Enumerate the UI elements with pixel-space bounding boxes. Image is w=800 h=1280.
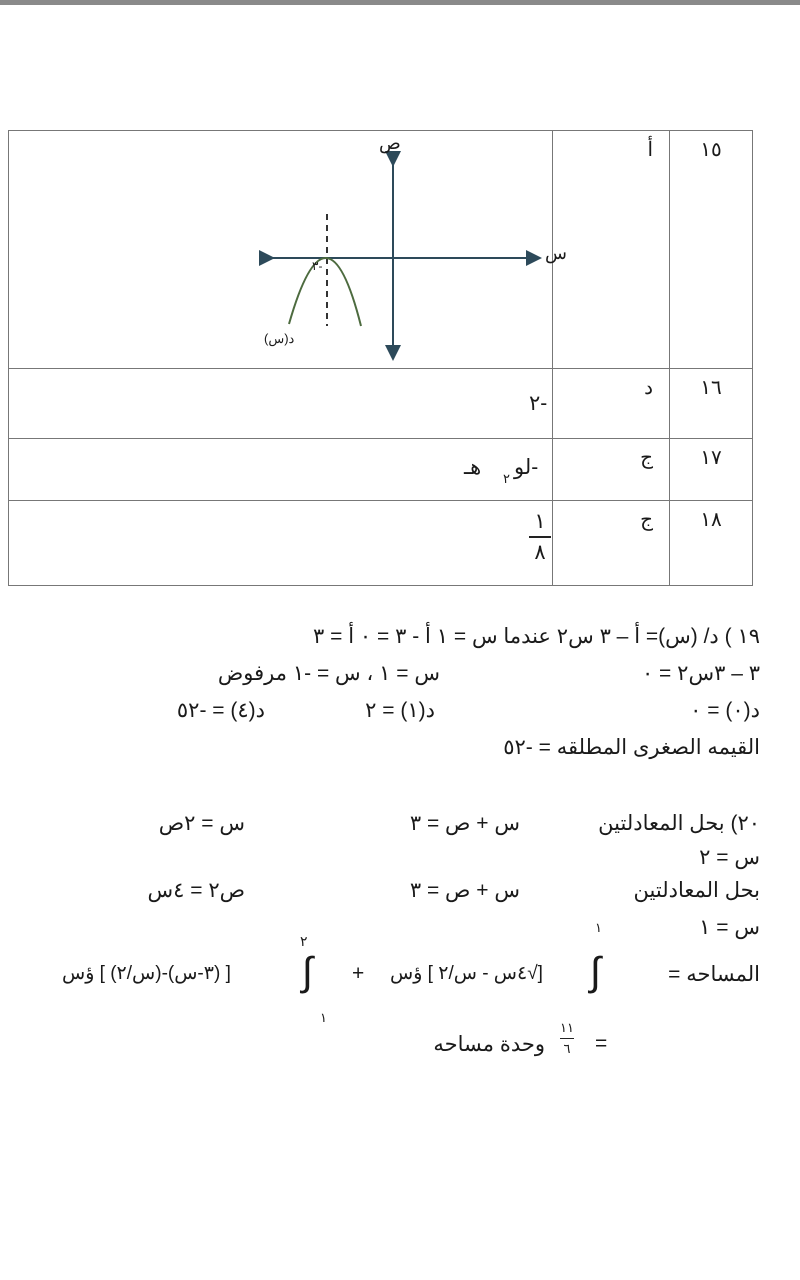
result-unit: وحدة مساحه bbox=[433, 1033, 545, 1056]
answer-log-base: ٢ bbox=[503, 471, 510, 486]
answers-table bbox=[8, 130, 753, 586]
result-fraction bbox=[560, 1020, 574, 1057]
result-equals: = bbox=[595, 1032, 608, 1055]
integral2-body: [ (٣-س)-(س/٢) ] ؤس bbox=[62, 963, 231, 984]
numerator: ١ bbox=[534, 510, 546, 533]
y-axis-label: ص bbox=[379, 133, 401, 153]
denominator: ٨ bbox=[534, 541, 546, 564]
integral2-lower: ١ bbox=[320, 1010, 327, 1025]
q20-line3a: بحل المعادلتين bbox=[633, 879, 760, 902]
curve-label: د(س) bbox=[264, 331, 295, 346]
question-number: ١٧ bbox=[670, 439, 753, 501]
integral1-upper: ١ bbox=[595, 920, 602, 935]
q19-line4: القيمه الصغرى المطلقه = -٥٢ bbox=[503, 736, 760, 759]
parabola-curve bbox=[289, 258, 361, 326]
q20-line1c: س = ٢ص bbox=[158, 812, 245, 835]
question-number: ١٦ bbox=[670, 369, 753, 439]
integral2-upper: ٢ bbox=[300, 933, 308, 949]
q19-line3c: د(٤) = -٥٢ bbox=[176, 699, 265, 722]
answer-letter: د bbox=[553, 369, 670, 439]
x-axis-label: س bbox=[545, 243, 567, 263]
q20-line1b: س + ص = ٣ bbox=[409, 812, 520, 835]
integral-sign-2: ∫ bbox=[302, 950, 313, 994]
q20-line1a: ٢٠) بحل المعادلتين bbox=[598, 812, 760, 835]
q20-line3b: س + ص = ٣ bbox=[409, 879, 520, 902]
answer-letter: أ bbox=[553, 131, 670, 369]
answer-tail: هـ bbox=[464, 456, 482, 479]
answer-letter: ج bbox=[553, 439, 670, 501]
question-number: ١٥ bbox=[670, 131, 753, 369]
table-row bbox=[9, 439, 753, 501]
numerator: ١١ bbox=[560, 1020, 574, 1035]
area-label: المساحه = bbox=[668, 963, 760, 986]
q20-line2: س = ٢ bbox=[699, 846, 760, 869]
table-row bbox=[9, 501, 753, 586]
table-row bbox=[9, 131, 753, 369]
q19-line2b: س = ١ ، س = -١ مرفوض bbox=[217, 662, 440, 685]
integral-sign-1: ∫ bbox=[590, 950, 601, 994]
answer-log: -لو bbox=[514, 456, 539, 479]
top-bar bbox=[0, 0, 800, 5]
answer-value: -٢ bbox=[529, 392, 548, 415]
q19-line1: ١٩ ) د/ (س)= أ – ٣ س٢ عندما س = ١ أ - ٣ = ٠ أ = ٣ bbox=[313, 625, 760, 648]
q20-line4: س = ١ bbox=[699, 916, 760, 939]
table-row bbox=[9, 369, 753, 439]
graph-cell bbox=[9, 131, 567, 369]
q19-line3a: د(٠) = ٠ bbox=[690, 699, 760, 722]
denominator: ٦ bbox=[563, 1041, 571, 1056]
answer-fraction bbox=[529, 509, 551, 565]
answer-letter: ج bbox=[553, 501, 670, 586]
plus-sign: + bbox=[352, 962, 365, 985]
q19-line3b: د(١) = ٢ bbox=[365, 699, 435, 722]
q20-line3c: ص٢ = ٤س bbox=[147, 879, 245, 902]
vertex-label: -٣ bbox=[312, 259, 323, 273]
q19-line2a: ٣ – ٣س٢ = ٠ bbox=[641, 662, 760, 685]
integral1-body: [√٤س - س/٢ ] ؤس bbox=[390, 963, 543, 984]
question-number: ١٨ bbox=[670, 501, 753, 586]
